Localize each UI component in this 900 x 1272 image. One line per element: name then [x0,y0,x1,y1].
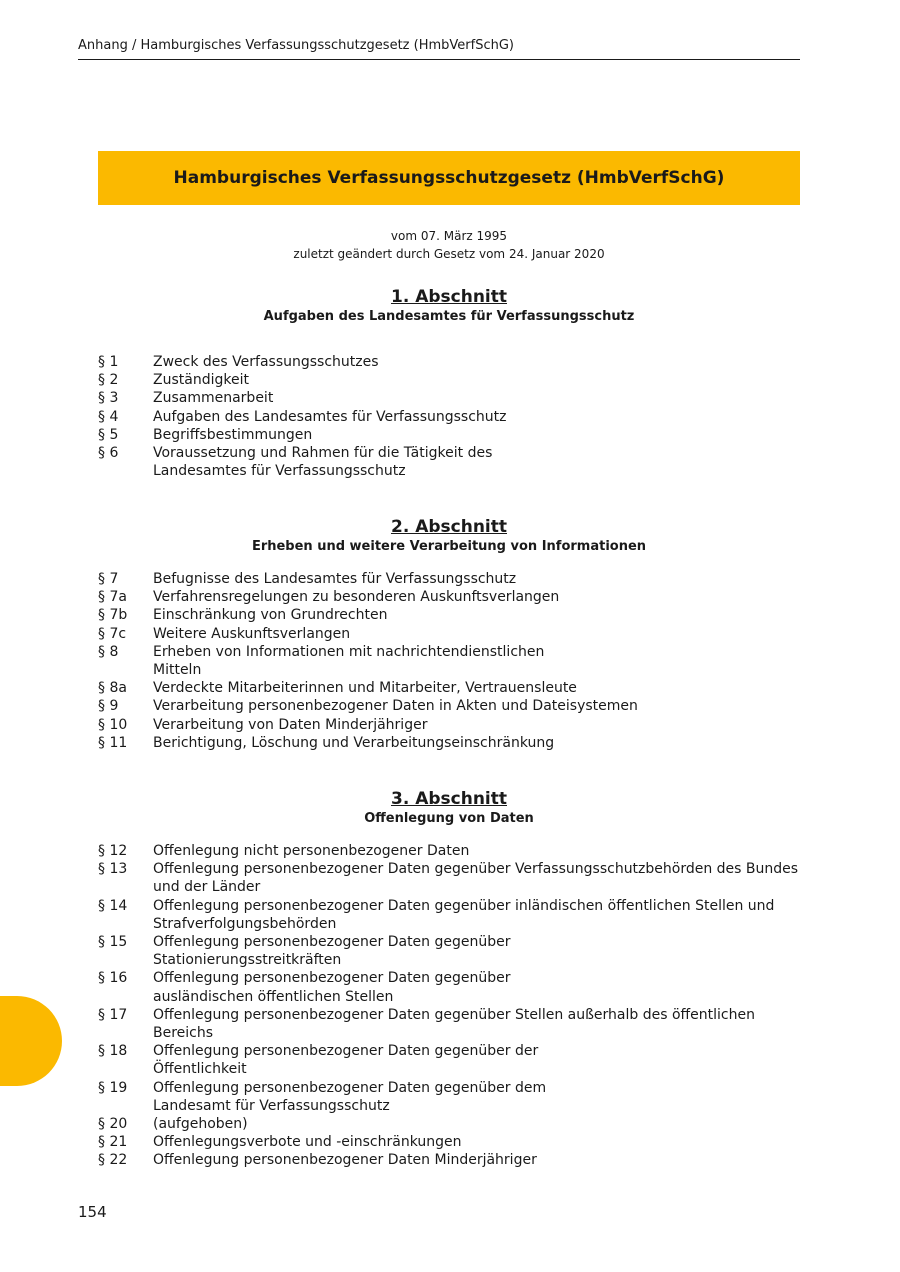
paragraph-number: § 5 [98,426,119,443]
toc-entry [98,1115,800,1133]
paragraph-title: Aufgaben des Landesamtes für Verfassungsschutz [153,408,507,425]
section-3-subheading: Offenlegung von Daten [364,811,534,826]
paragraph-number: § 22 [98,1152,128,1169]
section-3-list [98,842,800,1170]
section-2-number: 2. Abschnitt [390,517,507,537]
paragraph-number: § 1 [98,354,119,370]
paragraph-title: Zuständigkeit [153,372,249,389]
toc-entry [98,444,800,480]
toc-entry [98,588,800,606]
paragraph-number: § 4 [98,408,119,425]
paragraph-title: Verarbeitung von Daten Minderjähriger [153,716,428,733]
paragraph-number: § 9 [98,698,119,715]
paragraph-number: § 13 [98,861,128,878]
paragraph-title: Berichtigung, Löschung und Verarbeitungseinschränkung [153,734,555,751]
paragraph-title: Voraussetzung und Rahmen für die Tätigkeit des Landesamtes für Verfassungsschutz [153,445,493,480]
toc-entry [98,1133,800,1151]
paragraph-title: Offenlegung personenbezogener Daten gegenüber dem Landesamt für Verfassungsschutz [153,1079,547,1114]
paragraph-number: § 7c [98,625,127,642]
toc-entry [98,734,800,752]
toc-entry [98,353,800,371]
paragraph-title: Offenlegungsverbote und -einschränkungen [153,1134,462,1151]
toc-entry [98,408,800,426]
paragraph-number: § 2 [98,372,119,389]
paragraph-title: Offenlegung personenbezogener Daten gegenüber inländischen öffentlichen Stellen und Strafverfolgungsbehörden [153,897,775,932]
paragraph-number: § 14 [98,897,128,914]
issue-date: vom 07. März 1995 [390,229,508,243]
paragraph-number: § 18 [98,1043,128,1060]
paragraph-title: Verarbeitung personenbezogener Daten in Akten und Dateisystemen [153,698,638,715]
paragraph-title: Erheben von Informationen mit nachrichtendienstlichen Mitteln [153,643,545,679]
toc-entry [98,625,800,643]
paragraph-title: Einschränkung von Grundrechten [153,607,388,624]
section-1-list [98,353,800,480]
toc-entry [98,371,800,389]
paragraph-number: § 7b [98,607,128,624]
paragraph-number: § 10 [98,716,128,733]
paragraph-title: Zweck des Verfassungsschutzes [153,354,379,370]
paragraph-title: Offenlegung personenbezogener Daten gegenüber Stellen außerhalb des öffentlichen Bereichs [153,1006,755,1042]
paragraph-title: Begriffsbestimmungen [153,426,313,443]
toc-entry [98,1006,800,1042]
toc-entry [98,969,800,1005]
paragraph-number: § 12 [98,843,128,859]
paragraph-number: § 20 [98,1116,128,1133]
paragraph-title: Offenlegung nicht personenbezogener Daten [153,843,470,859]
toc-entry [98,897,800,933]
paragraph-title: Weitere Auskunftsverlangen [153,625,351,642]
toc-entry [98,1079,800,1115]
toc-entry [98,679,800,697]
toc-entry [98,570,800,588]
paragraph-number: § 7 [98,571,119,587]
paragraph-title: Offenlegung personenbezogener Daten gegenüber der Öffentlichkeit [153,1043,539,1078]
paragraph-title: Befugnisse des Landesamtes für Verfassungsschutz [153,571,517,587]
section-1-subheading: Aufgaben des Landesamtes für Verfassungsschutz [263,309,635,324]
section-3-heading [98,788,800,828]
section-2-heading [98,516,800,556]
section-1-number: 1. Abschnitt [390,287,507,307]
paragraph-number: § 15 [98,934,128,951]
paragraph-number: § 3 [98,390,119,407]
paragraph-number: § 7a [98,589,127,606]
toc-entry [98,426,800,444]
paragraph-number: § 6 [98,445,119,462]
paragraph-title: Offenlegung personenbezogener Daten gegenüber ausländischen öffentlichen Stellen [153,970,511,1005]
toc-entry [98,1042,800,1078]
paragraph-number: § 11 [98,734,128,751]
paragraph-title: Verdeckte Mitarbeiterinnen und Mitarbeiter, Vertrauensleute [153,680,577,697]
title-banner [98,151,800,205]
section-2-subheading: Erheben und weitere Verarbeitung von Informationen [251,539,647,554]
section-1-heading [98,286,800,326]
toc-entry [98,697,800,715]
toc-entry [98,389,800,407]
paragraph-title: Offenlegung personenbezogener Daten gegenüber Stationierungsstreitkräften [153,934,511,969]
toc-entry [98,842,800,860]
paragraph-title: Offenlegung personenbezogener Daten gegenüber Verfassungsschutzbehörden des Bundes und der Länder [153,861,799,896]
paragraph-number: § 16 [98,970,128,987]
paragraph-title: Zusammenarbeit [153,390,274,407]
toc-entry [98,933,800,969]
toc-entry [98,606,800,624]
section-2-list [98,570,800,752]
amendment-date: zuletzt geändert durch Gesetz vom 24. Januar 2020 [293,247,605,261]
document-title: Hamburgisches Verfassungsschutzgesetz (HmbVerfSchG) [173,168,725,188]
paragraph-title: Verfahrensregelungen zu besonderen Auskunftsverlangen [153,589,560,606]
paragraph-number: § 8 [98,643,119,660]
toc-entry [98,716,800,734]
paragraph-title: (aufgehoben) [153,1116,248,1133]
running-header: Anhang / Hamburgisches Verfassungsschutzgesetz (HmbVerfSchG) [78,38,800,60]
paragraph-number: § 8a [98,680,127,697]
toc-entry [98,643,800,679]
paragraph-title: Offenlegung personenbezogener Daten Minderjähriger [153,1152,537,1169]
paragraph-number: § 19 [98,1079,128,1096]
section-3-number: 3. Abschnitt [390,789,507,809]
chapter-tab-marker [0,996,62,1086]
paragraph-number: § 21 [98,1134,128,1151]
page-number: 154 [78,1203,107,1221]
toc-entry [98,860,800,896]
paragraph-number: § 17 [98,1006,128,1023]
toc-entry [98,1151,800,1169]
